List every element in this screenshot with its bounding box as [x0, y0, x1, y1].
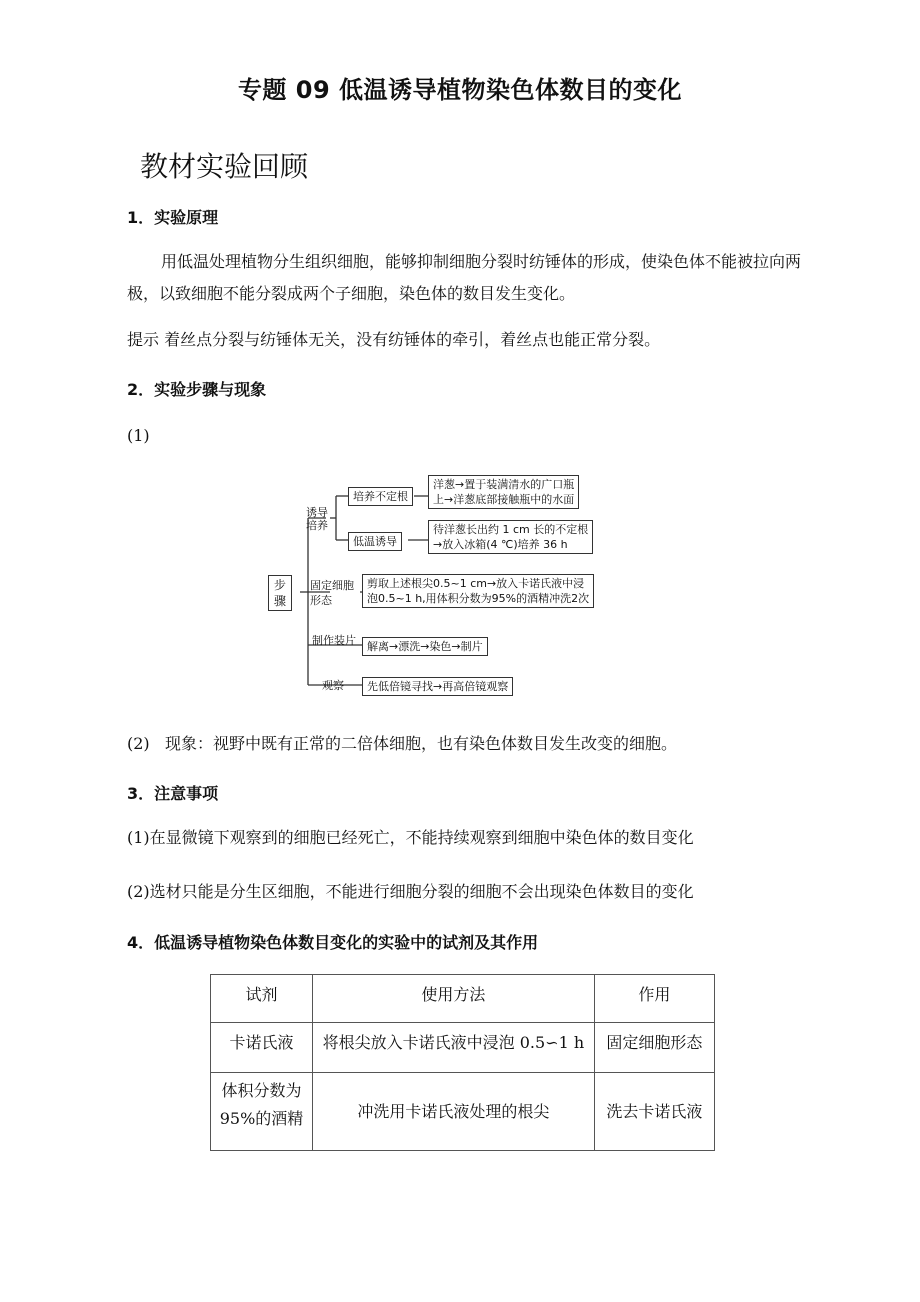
page-title: 专题 09 低温诱导植物染色体数目的变化 — [237, 76, 683, 104]
table-header-cell: 试剂 — [211, 975, 313, 1023]
steps-diagram — [268, 470, 608, 705]
diagram-culture-box: 培养不定根 — [348, 487, 413, 506]
table-cell: 洗去卡诺氏液 — [594, 1073, 714, 1151]
note-item-2: (2)选材只能是分生区细胞，不能进行细胞分裂的细胞不会出现染色体数目的变化 — [127, 882, 694, 901]
heading-notes: 3．注意事项 — [127, 784, 219, 803]
diagram-fix: 固定细胞形态 — [310, 579, 354, 607]
table-header-cell: 作用 — [594, 975, 714, 1023]
steps-label-1: (1) — [127, 426, 150, 445]
diagram-make: 制作装片 — [312, 634, 356, 647]
cold-detail-line-2: →放入冰箱(4 ℃)培养 36 h — [433, 538, 568, 551]
section-title: 教材实验回顾 — [140, 150, 309, 183]
table-cell: 体积分数为95%的酒精 — [211, 1073, 313, 1151]
diagram-fix-detail — [362, 574, 594, 608]
table-cell: 卡诺氏液 — [211, 1023, 313, 1073]
diagram-make-detail: 解离→漂洗→染色→制片 — [362, 637, 488, 656]
phenomenon-text: 现象：视野中既有正常的二倍体细胞，也有染色体数目发生改变的细胞。 — [165, 734, 678, 753]
principle-tip: 提示 着丝点分裂与纺锤体无关，没有纺锤体的牵引，着丝点也能正常分裂。 — [127, 330, 661, 349]
heading-principle: 1．实验原理 — [127, 208, 219, 227]
note-item-1: (1)在显微镜下观察到的细胞已经死亡，不能持续观察到细胞中染色体的数目变化 — [127, 828, 694, 847]
diagram-observe-detail: 先低倍镜寻找→再高倍镜观察 — [362, 677, 513, 696]
diagram-cold-box: 低温诱导 — [348, 532, 402, 551]
principle-paragraph: 用低温处理植物分生组织细胞，能够抑制细胞分裂时纺锤体的形成，使染色体不能被拉向两极，以致细胞不能分裂成两个子细胞，染色体的数目发生变化。 — [127, 252, 802, 303]
culture-detail-line-1: 洋葱→置于装满清水的广口瓶 — [433, 478, 575, 491]
cold-detail-line-1: 待洋葱长出约 1 cm 长的不定根 — [433, 523, 589, 536]
fix-detail-line-1: 剪取上述根尖0.5~1 cm→放入卡诺氏液中浸 — [367, 577, 585, 590]
table-row — [211, 1073, 715, 1151]
steps-label-2: (2) — [127, 734, 150, 753]
diagram-observe: 观察 — [322, 679, 344, 692]
table-cell: 将根尖放入卡诺氏液中浸泡 0.5∽1 h — [313, 1023, 595, 1073]
culture-detail-line-2: 上→洋葱底部接触瓶中的水面 — [433, 493, 575, 506]
diagram-culture-detail — [428, 475, 579, 509]
diagram-cold-detail — [428, 520, 593, 554]
table-row — [211, 1023, 715, 1073]
reagents-table — [210, 974, 715, 1151]
diagram-root: 步骤 — [268, 575, 292, 611]
fix-detail-line-2: 泡0.5~1 h,用体积分数为95%的酒精冲洗2次 — [367, 592, 590, 605]
heading-reagents: 4．低温诱导植物染色体数目变化的实验中的试剂及其作用 — [127, 933, 539, 952]
table-header-cell: 使用方法 — [313, 975, 595, 1023]
table-cell: 固定细胞形态 — [594, 1023, 714, 1073]
table-cell: 冲洗用卡诺氏液处理的根尖 — [313, 1073, 595, 1151]
heading-steps: 2．实验步骤与现象 — [127, 380, 267, 399]
diagram-induce: 诱导培养 — [306, 506, 328, 532]
table-header-row — [211, 975, 715, 1023]
